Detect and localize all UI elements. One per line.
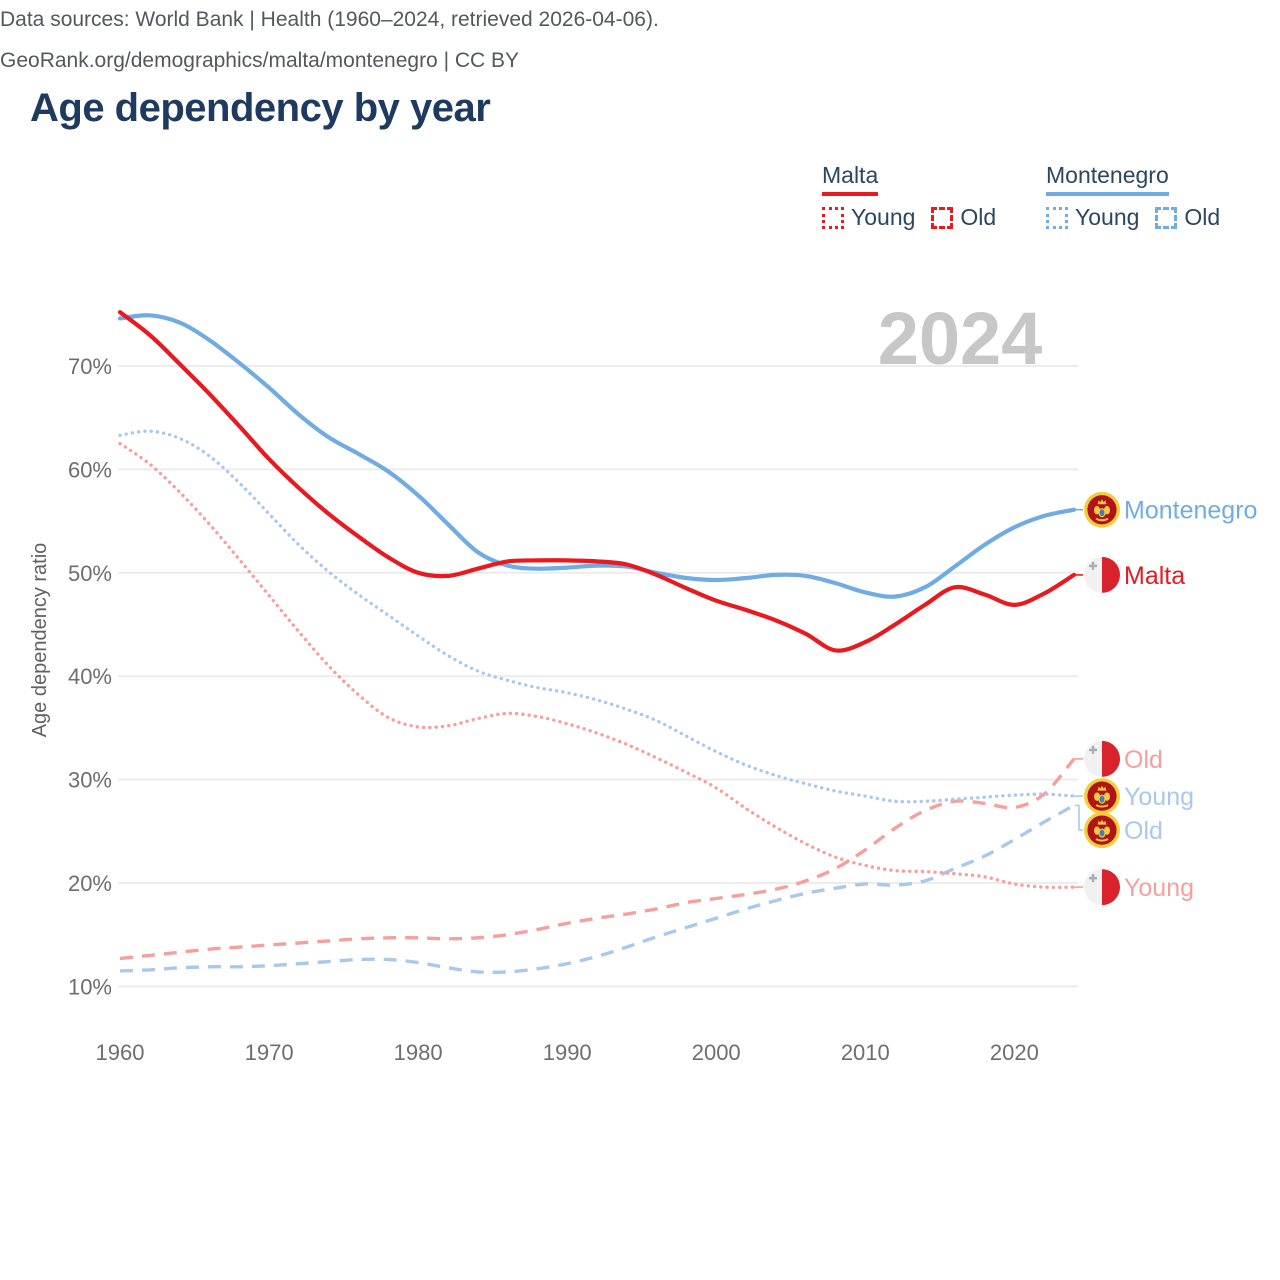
y-tick-label-40: 40% [67, 664, 112, 690]
x-tick-label-1990: 1990 [542, 1040, 592, 1065]
end-label-malta-total [1074, 557, 1185, 593]
legend-header-montenegro: Montenegro [1046, 162, 1169, 196]
x-tick-label-1980: 1980 [393, 1040, 443, 1065]
legend-item-label: Young [851, 204, 916, 230]
series-line-montenegro-young [120, 431, 1074, 802]
end-label-montenegro-total [1074, 492, 1257, 528]
legend-item-label: Old [1184, 204, 1221, 230]
montenegro-flag-icon [1084, 812, 1120, 848]
series-end-label-text: Old [1124, 817, 1163, 846]
end-label-montenegro-young [1074, 778, 1194, 814]
series-end-label-text: Old [1124, 745, 1163, 774]
legend-header-malta: Malta [822, 162, 878, 196]
x-tick-label-2010: 2010 [840, 1040, 890, 1065]
legend-item-label: Young [1075, 204, 1140, 230]
y-tick-label-10: 10% [67, 974, 112, 1000]
series-end-label-text: Young [1124, 874, 1194, 903]
y-tick-label-60: 60% [67, 457, 112, 483]
montenegro-flag-icon [1084, 492, 1120, 528]
series-end-label-text: Montenegro [1124, 496, 1258, 525]
end-label-malta-young [1074, 869, 1194, 905]
year-watermark: 2024 [877, 297, 1043, 380]
y-tick-label-20: 20% [67, 871, 112, 896]
series-line-malta-old [120, 759, 1074, 959]
x-tick-label-1970: 1970 [244, 1040, 294, 1065]
end-label-malta-old [1074, 741, 1163, 777]
malta-flag-icon [1084, 869, 1120, 905]
legend-item-label: Old [960, 204, 997, 230]
y-tick-label-30: 30% [67, 767, 112, 793]
y-tick-label-50: 50% [67, 560, 112, 586]
malta-flag-icon [1084, 557, 1120, 593]
y-axis-title: Age dependency ratio [29, 542, 51, 738]
montenegro-flag-icon [1084, 778, 1120, 814]
malta-flag-icon [1084, 741, 1120, 777]
x-tick-label-2020: 2020 [989, 1040, 1039, 1065]
attribution-note: GeoRank.org/demographics/malta/montenegro | CC BY [0, 48, 520, 72]
data-sources-note: Data sources: World Bank | Health (1960–2024, retrieved 2026-04-06). [0, 8, 659, 31]
end-label-montenegro-old [1075, 806, 1163, 849]
x-tick-label-1960: 1960 [95, 1040, 145, 1065]
series-line-malta-young [120, 444, 1074, 888]
x-tick-label-2000: 2000 [691, 1040, 741, 1065]
page-title: Age dependency by year [30, 86, 491, 130]
label-connector [1075, 806, 1083, 831]
series-end-label-text: Young [1124, 783, 1194, 812]
series-end-label-text: Malta [1124, 561, 1186, 590]
y-tick-label-70: 70% [67, 354, 112, 379]
series-line-montenegro-old [120, 806, 1074, 973]
